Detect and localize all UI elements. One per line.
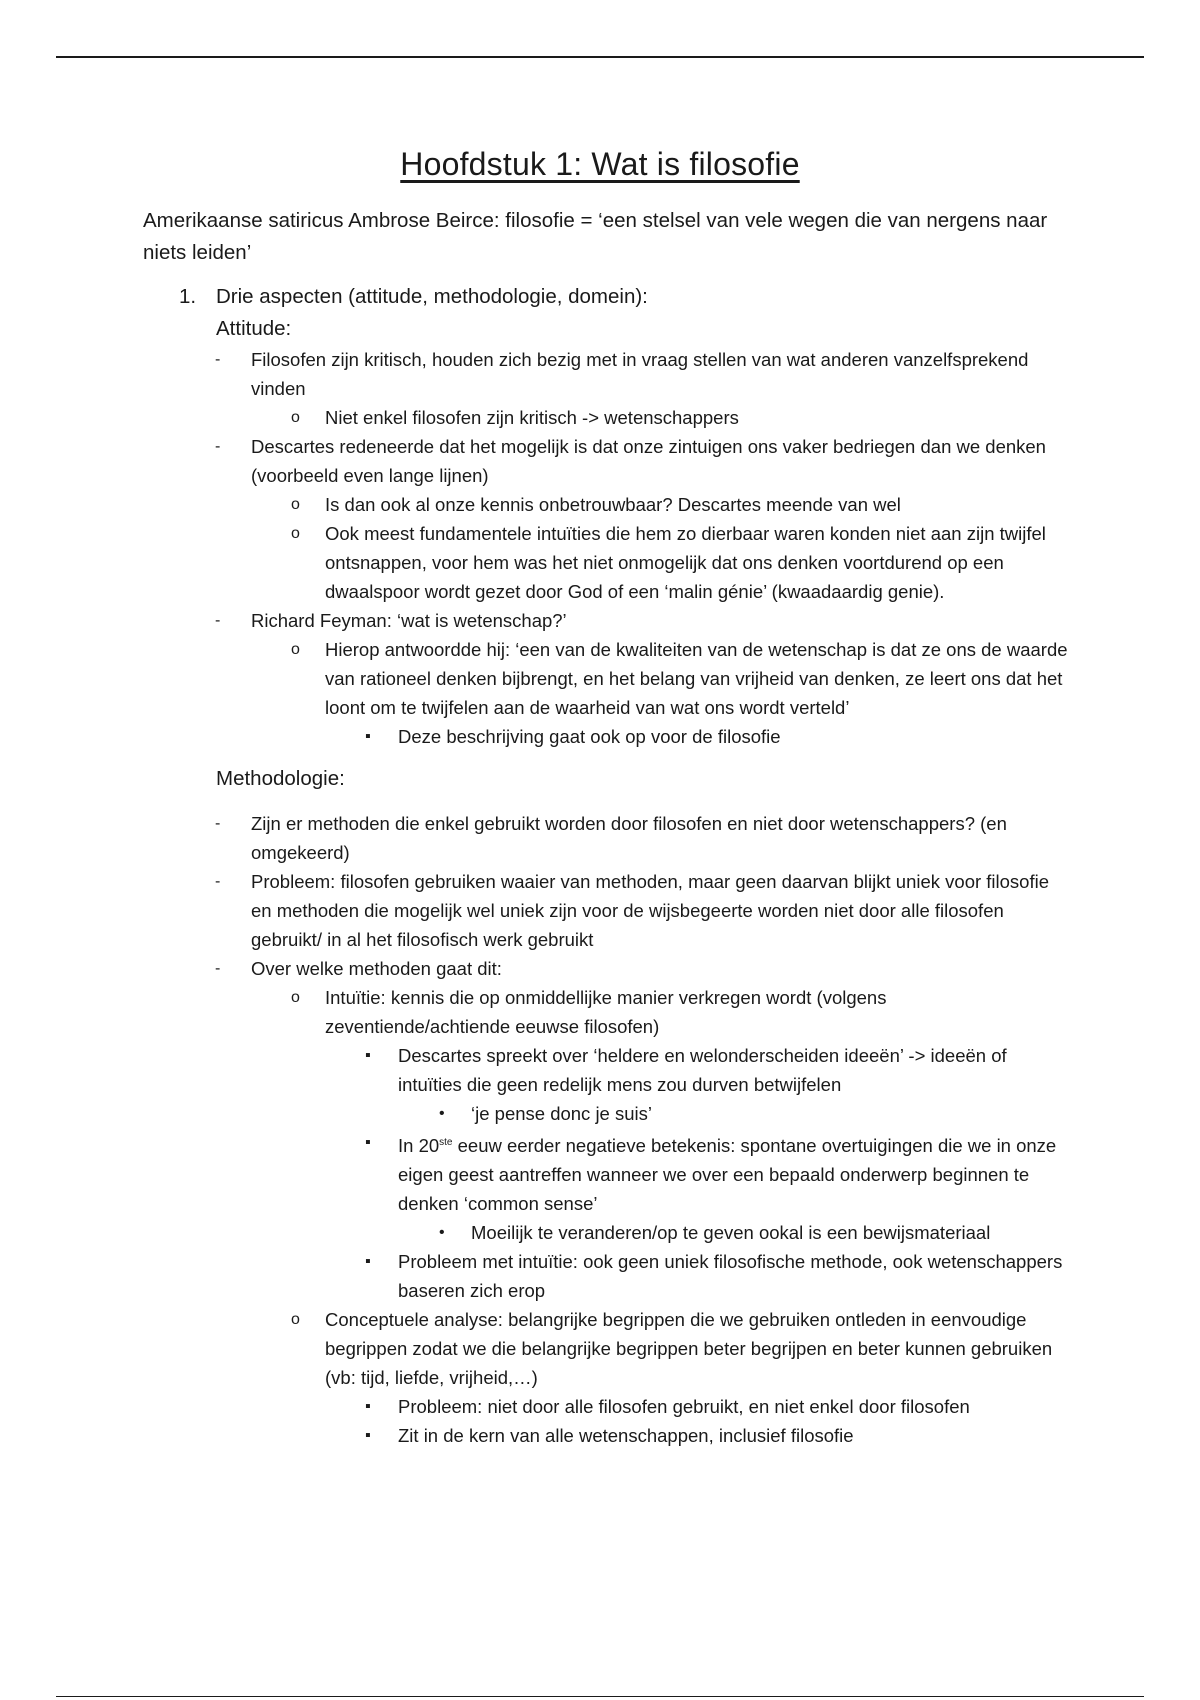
list-item: [143, 1247, 1073, 1305]
bullet-text: Zit in de kern van alle wetenschappen, inclusief filosofie: [398, 1425, 854, 1447]
list-item: [143, 1305, 1073, 1392]
bullet-text: Moeilijk te veranderen/op te geven ookal is een bewijsmateriaal: [471, 1222, 991, 1244]
list-item: [143, 1218, 1073, 1247]
bullet-text: Richard Feyman: ‘wat is wetenschap?’: [251, 610, 567, 631]
square-bullet: ▪: [365, 728, 371, 745]
list-item: [143, 1128, 1073, 1218]
list-item: [143, 403, 1073, 432]
bullet-text: [398, 1135, 1056, 1214]
bullet-text: Probleem: niet door alle filosofen gebruikt, en niet enkel door filosofen: [398, 1396, 970, 1418]
square-bullet: ▪: [365, 1253, 371, 1271]
list-item: [143, 490, 1073, 519]
square-bullet: ▪: [365, 1134, 371, 1151]
footer-rule: [56, 1696, 1144, 1697]
bullet-text: Deze beschrijving gaat ook op voor de filosofie: [398, 726, 781, 747]
list-item: [143, 1099, 1073, 1128]
century-number: In 20: [398, 1135, 440, 1157]
square-bullet: ▪: [365, 1398, 371, 1416]
list-item: [143, 954, 1073, 983]
list-item: [143, 606, 1073, 635]
bullet-text: Over welke methoden gaat dit:: [251, 958, 502, 979]
dash-bullet: -: [215, 873, 221, 890]
bullet-text: Filosofen zijn kritisch, houden zich bezig met in vraag stellen van wat anderen vanzelfsprekend vinden: [251, 349, 1029, 399]
header-rule: [56, 56, 1144, 58]
list-item: [143, 809, 1073, 867]
bullet-text: Zijn er methoden die enkel gebruikt worden door filosofen en niet door wetenschappers? (en omgekeerd): [251, 813, 1007, 863]
list-item: [143, 867, 1073, 954]
dash-bullet: -: [215, 351, 221, 368]
dash-bullet: -: [215, 960, 221, 977]
bullet-text: Descartes redeneerde dat het mogelijk is dat onze zintuigen ons vaker bedriegen dan we denken (voorbeeld even lange lijnen): [251, 436, 1046, 486]
bullet-text: Hierop antwoordde hij: ‘een van de kwaliteiten van de wetenschap is dat ze ons de waarde van rationeel denken bijbrengt, en het belang van vrijheid van denken, ze leert ons dat het loont om te twijfelen aan de waarheid van wat ons wordt verteld’: [325, 639, 1068, 718]
dash-bullet: -: [215, 815, 221, 832]
list-item: [143, 281, 1073, 313]
dot-bullet: •: [439, 1105, 445, 1122]
section-heading: Drie aspecten (attitude, methodologie, domein):: [216, 285, 648, 308]
list-item: [143, 635, 1073, 722]
bullet-text: Probleem met intuïtie: ook geen uniek filosofische methode, ook wetenschappers baseren zich erop: [398, 1251, 1063, 1302]
list-item: [143, 983, 1073, 1041]
circle-bullet: o: [291, 1311, 300, 1329]
intro-paragraph: Amerikaanse satiricus Ambrose Beirce: filosofie = ‘een stelsel van vele wegen die van nergens naar niets leiden’: [143, 209, 1048, 264]
list-item: [143, 722, 1073, 751]
methodologie-heading: Methodologie:: [216, 767, 345, 790]
list-item: [143, 519, 1073, 606]
circle-bullet: o: [291, 496, 300, 513]
bullet-text: Intuïtie: kennis die op onmiddellijke manier verkregen wordt (volgens zeventiende/achtiende eeuwse filosofen): [325, 987, 887, 1037]
bullet-text: Niet enkel filosofen zijn kritisch -> wetenschappers: [325, 407, 739, 428]
circle-bullet: o: [291, 641, 300, 658]
bullet-text: ‘je pense donc je suis’: [471, 1103, 652, 1124]
circle-bullet: o: [291, 525, 300, 542]
bullet-text: Probleem: filosofen gebruiken waaier van methoden, maar geen daarvan blijkt uniek voor filosofie en methoden die mogelijk wel uniek zijn voor de wijsbegeerte worden niet door alle filosofen gebruikt/ in al het filosofisch werk gebruikt: [251, 871, 1050, 950]
bullet-text: Conceptuele analyse: belangrijke begrippen die we gebruiken ontleden in eenvoudige begrippen zodat we die belangrijke begrippen beter begrijpen en beter kunnen gebruiken (vb: tijd, liefde, vrijheid,…): [325, 1309, 1053, 1389]
dash-bullet: -: [215, 438, 221, 455]
list-number: 1.: [179, 285, 197, 308]
document-body: [143, 205, 1073, 1450]
century-text: eeuw eerder negatieve betekenis: spontane overtuigingen die we in onze eigen geest aantreffen wanneer we over een bepaald onderwerp beginnen te denken ‘common sense’: [398, 1135, 1057, 1215]
list-item: [143, 1041, 1073, 1099]
list-item: [143, 345, 1073, 403]
bullet-text: Descartes spreekt over ‘heldere en welonderscheiden ideeën’ -> ideeën of intuïties die geen redelijk mens zou durven betwijfelen: [398, 1045, 1007, 1095]
bullet-text: Is dan ook al onze kennis onbetrouwbaar? Descartes meende van wel: [325, 494, 901, 515]
page-title: Hoofdstuk 1: Wat is filosofie: [400, 146, 800, 182]
list-item: [143, 1392, 1073, 1421]
bullet-text: Ook meest fundamentele intuïties die hem zo dierbaar waren konden niet aan zijn twijfel ontsnappen, voor hem was het niet onmogelijk dat ons denken voortdurend op een dwaalspoor wordt gezet door God of een ‘malin génie’ (kwaadaardig genie).: [325, 523, 1046, 602]
attitude-heading: Attitude:: [216, 317, 292, 340]
circle-bullet: o: [291, 409, 300, 426]
dot-bullet: •: [439, 1224, 445, 1242]
list-item: [143, 432, 1073, 490]
square-bullet: ▪: [365, 1047, 371, 1064]
list-item: [143, 1421, 1073, 1450]
dash-bullet: -: [215, 612, 221, 629]
square-bullet: ▪: [365, 1427, 371, 1445]
circle-bullet: o: [291, 989, 300, 1006]
ordinal-suffix: ste: [439, 1137, 453, 1148]
